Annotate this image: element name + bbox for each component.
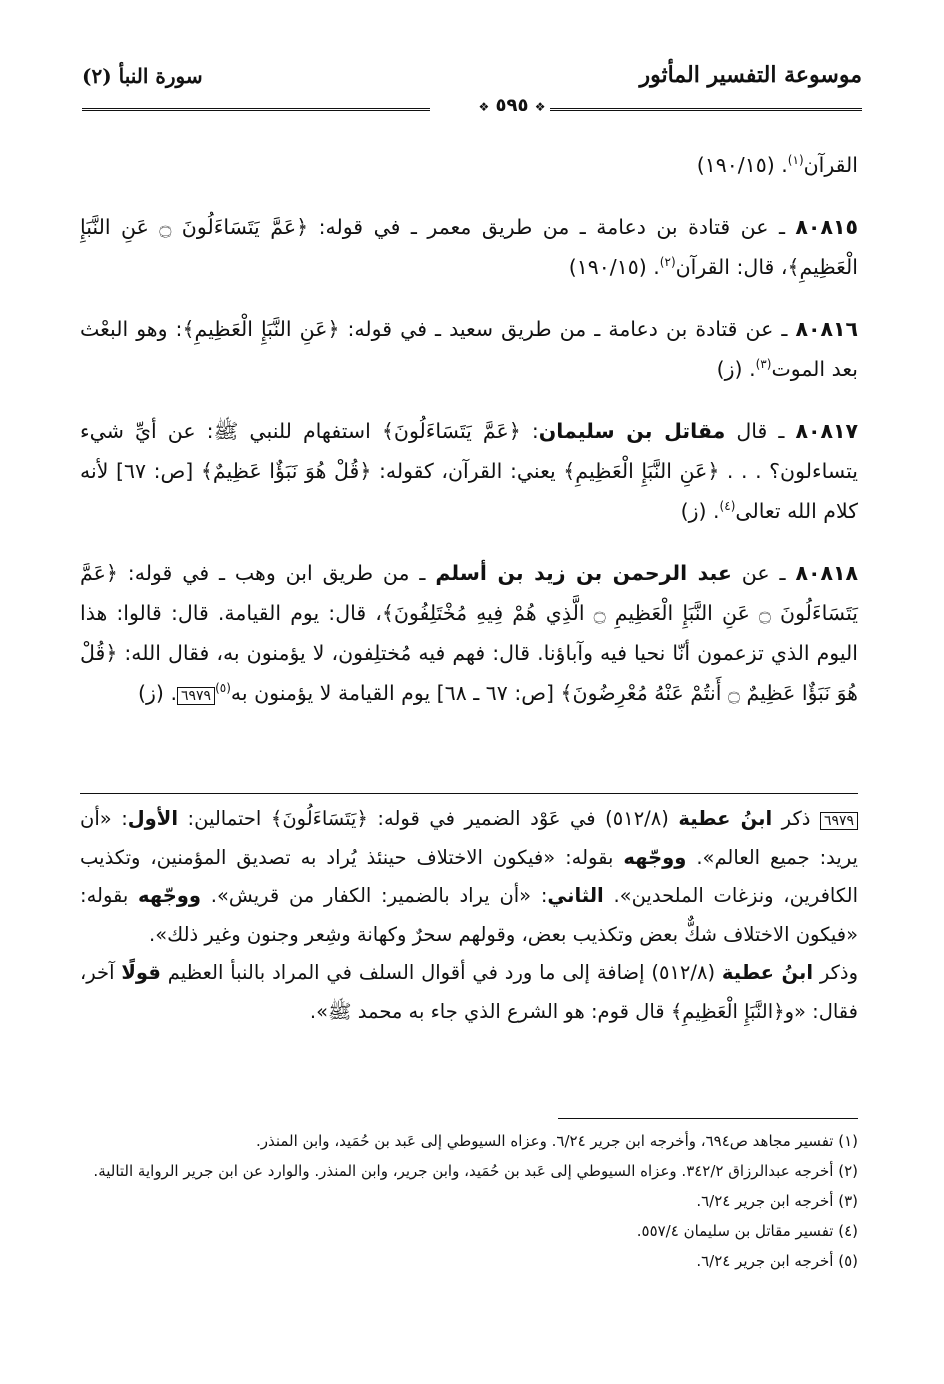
commentary-keyword: ووجّهه: [623, 845, 687, 869]
narrations: [80, 145, 858, 735]
footnote-ref: (٢): [659, 255, 676, 270]
commentary-text: احتمالين:: [178, 807, 271, 830]
surah-title: سورة النبأ (٢): [82, 64, 203, 88]
narrator-name: عبد الرحمن بن زيد بن أسلم: [435, 561, 732, 585]
scholar-name: ابنُ عطية: [721, 961, 814, 984]
quran-verse: ﴿قُلْ هُوَ نَبَؤٌا عَظِيمٌ﴾: [200, 459, 372, 483]
entry-text: ـ عن قتادة بن دعامة ـ من طريق معمر ـ في قوله:: [308, 215, 796, 239]
entry-text: يعني: القرآن، كقوله:: [371, 459, 564, 483]
entry-number: ٨٠٨١٧: [795, 419, 858, 443]
quran-verse: ﴿يَتَسَاءَلُونَ﴾: [270, 807, 368, 830]
quran-verse: ﴿عَنِ النَّبَإِ الْعَظِيمِ﴾: [182, 317, 340, 341]
commentary-text: : «أن يريد: جميع العالم».: [80, 807, 858, 869]
page-number: [442, 95, 582, 116]
footnote-ref: (٣): [755, 357, 772, 372]
entry-text: .: [653, 255, 660, 279]
entry-text: ـ من طريق ابن وهب ـ في قوله:: [117, 561, 436, 585]
book-title: موسوعة التفسير المأثور: [639, 62, 862, 88]
entry-text: ـ عن قتادة بن دعامة ـ من طريق سعيد ـ في قوله:: [339, 317, 796, 341]
commentary-text: آخر، فقال: «و: [80, 961, 858, 1023]
page-number-row: [82, 95, 862, 120]
footnote-ref: (١): [787, 153, 804, 168]
source-mark: (ز): [680, 499, 707, 523]
commentary-text: بقوله: «فيكون الاختلاف حينئذ يُراد به تصديق المؤمنين، وتكذيب الكافرين، ونزغات الملحدين».: [80, 845, 858, 907]
commentary-text: (٥١٢/٨) في عَوْد الضمير في قوله:: [367, 807, 679, 830]
entry-text: .: [713, 499, 720, 523]
footnote-ref: (٥): [215, 681, 231, 696]
entry-80816: [80, 309, 858, 389]
footnotes-separator: [558, 1118, 858, 1119]
entry-80815: [80, 207, 858, 287]
narrator-name: مقاتل بن سليمان: [538, 419, 726, 443]
footnote-5: (٥) أخرجه ابن جرير ٦/٢٤.: [696, 1252, 858, 1270]
entry-text: [ص: ٦٧ ـ ٦٨] يوم القيامة لا يؤمنون به: [230, 681, 561, 705]
entry-text: .: [749, 357, 756, 381]
commentary: [80, 800, 858, 1031]
entry-text: ـ عن: [731, 561, 796, 585]
quran-verse: ﴿قُلْ هُوَ نَبَؤٌا عَظِيمٌ ۝ أَنتُمْ عَنْهُ مُعْرِضُونَ﴾: [80, 641, 858, 705]
commentary-text: وذكر: [813, 961, 859, 984]
entry-number: ٨٠٨١٨: [795, 561, 858, 585]
header-rule-left: [82, 108, 430, 111]
entry-number: ٨٠٨١٦: [795, 317, 858, 341]
commentary-keyword: الأول: [127, 807, 179, 830]
entry-text: :: [520, 419, 539, 443]
commentary-text: قال قوم: هو الشرع الذي جاء به محمد ﷺ».: [309, 999, 671, 1023]
footnote-2: (٢) أخرجه عبدالرزاق ٣٤٢/٢. وعزاه السيوطي إلى عَبد بن حُمَيد، وابن جرير، وابن المنذر. والوارد عن ابن جرير الرواية التالية.: [93, 1162, 858, 1180]
commentary-text: بقوله: «فيكون الاختلاف شكٌّ بعض وتكذيب بعض، وقولهم سحرٌ وكهانة وشِعر وجنون وغير ذلك».: [80, 884, 858, 946]
scholar-name: ابنُ عطية: [678, 807, 773, 830]
entry-text: : وهو البعْث بعد الموت: [80, 317, 858, 381]
volume-reference: (١٩٠/١٥): [696, 153, 775, 177]
source-mark: (ز): [716, 357, 743, 381]
volume-reference: (١٩٠/١٥): [568, 255, 647, 279]
header-rule-right: [550, 108, 862, 111]
commentary-paragraph-2: [80, 954, 858, 1031]
commentary-text: ذكر: [772, 807, 820, 830]
entry-text: .: [781, 153, 788, 177]
quran-verse: ﴿عَمَّ يَتَسَاءَلُونَ﴾: [381, 419, 521, 443]
source-mark: (ز): [138, 681, 164, 705]
commentary-keyword: الثاني: [547, 884, 604, 907]
commentary-number-box: ٦٩٧٩: [820, 812, 858, 830]
footnote-1: (١) تفسير مجاهد ص٦٩٤، وأخرجه ابن جرير ٦/٢٤. وعزاه السيوطي إلى عَبد بن حُمَيد، وابن المنذر.: [255, 1132, 858, 1150]
entry-text: [ص: ٦٧] لأنه كلام الله تعالى: [80, 459, 858, 523]
ornament-left-icon: ❖: [534, 100, 546, 114]
entry-text: ـ قال: [725, 419, 796, 443]
commentary-paragraph-1: [80, 800, 858, 954]
running-header: [82, 62, 862, 122]
entry-number: ٨٠٨١٥: [795, 215, 858, 239]
footnote-3: (٣) أخرجه ابن جرير ٦/٢٤.: [696, 1192, 858, 1210]
commentary-text: : «أن يراد بالضمير: الكفار من قريش».: [201, 884, 548, 907]
quran-verse: ﴿عَمَّ يَتَسَاءَلُونَ ۝ عَنِ النَّبَإِ الْعَظِيمِ ۝ الَّذِي هُمْ فِيهِ مُخْتَلِفُونَ﴾: [80, 561, 858, 625]
commentary-separator: [80, 793, 858, 794]
footnote-4: (٤) تفسير مقاتل بن سليمان ٥٥٧/٤.: [636, 1222, 858, 1240]
ornament-right-icon: ❖: [478, 100, 490, 114]
commentary-keyword: قولًا: [121, 961, 161, 984]
commentary-text: (٥١٢/٨) إضافة إلى ما ورد في أقوال السلف في المراد بالنبأ العظيم: [160, 961, 722, 984]
entry-text: ، قال: يوم القيامة. قال: قالوا: هذا اليوم الذي تزعمون أنّا نحيا فيه وآباؤنا. قال: فهم فيه مُختلِفون، لا يؤمنون به، فقال الله:: [80, 601, 858, 665]
page-number-value: ٥٩٥: [495, 95, 529, 116]
quran-verse: ﴿عَمَّ يَتَسَاءَلُونَ ۝ عَنِ النَّبَإِ الْعَظِيمِ﴾: [80, 215, 858, 279]
entry-continuation: [80, 145, 858, 185]
entry-text: ، قال: القرآن: [675, 255, 788, 279]
quran-verse: ﴿عَنِ النَّبَإِ الْعَظِيمِ﴾: [563, 459, 720, 483]
entry-80818: [80, 553, 858, 713]
entry-text: القرآن: [803, 153, 858, 177]
footnotes: [80, 1126, 858, 1276]
entry-text: استفهام للنبي ﷺ: عن أيِّ شيء يتساءلون؟ . . .: [80, 419, 859, 483]
footnote-ref: (٤): [719, 499, 736, 514]
quran-verse: ﴿النَّبَإِ الْعَظِيمِ﴾: [670, 999, 785, 1023]
commentary-link-box[interactable]: ٦٩٧٩: [177, 687, 215, 705]
commentary-keyword: ووجّهه: [138, 884, 202, 907]
entry-text: .: [170, 681, 177, 705]
entry-80817: [80, 411, 858, 531]
